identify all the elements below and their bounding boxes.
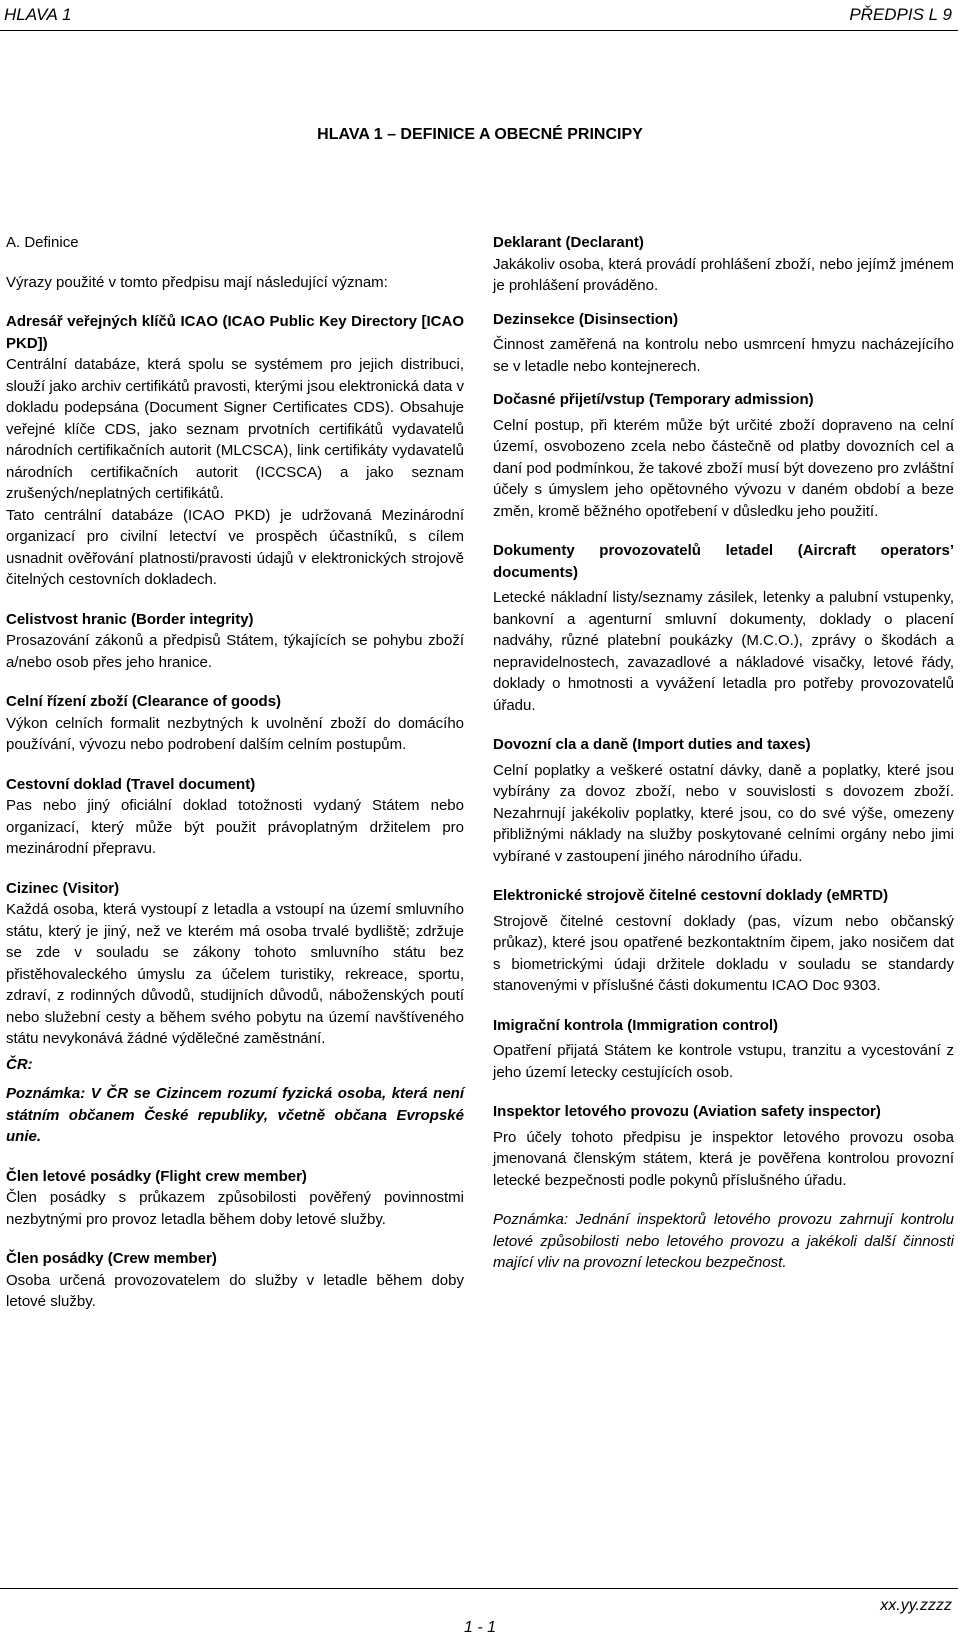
intro-text: Výrazy použité v tomto předpisu mají následující význam: <box>6 273 388 291</box>
term-heading-border: Celistvost hranic (Border integrity) <box>6 610 254 628</box>
term-text-disinsection: Činnost zaměřená na kontrolu nebo usmrcení hmyzu nacházejícího se v letadle nebo kontejnerech. <box>493 336 954 375</box>
footer-date: xx.yy.zzzz <box>880 1597 952 1614</box>
cr-label: ČR: <box>6 1055 33 1073</box>
term-heading-crew-member: Člen posádky (Crew member) <box>6 1250 217 1267</box>
term-text-import-duties: Celní poplatky a veškeré ostatní dávky, daně a poplatky, které jsou vybírány za dovoz zboží, nebo v souvislosti s dovozem zboží. Nezahrnují jakékoliv poplatky, které jsou, co do své výše, omezeny přibližnými náklady na služby poskytované celními orgány nebo jimi vybírané v zastoupení jiného národního úřadu. <box>493 761 954 865</box>
term-text-travel-document: Pas nebo jiný oficiální doklad totožnosti vydaný Státem nebo organizací, který může být použit právoplatným držitelem pro mezinárodní přepravu. <box>6 797 464 857</box>
term-heading-visitor: Cizinec (Visitor) <box>6 879 120 897</box>
term-text-operator-documents: Letecké nákladní listy/seznamy zásilek, letenky a palubní vstupenky, bankovní a agenturní smluvní dokumenty, doklady o placení nadváhy, různé platební poukázky (M.C.O.), zprávy o škodách a nepravidelnostech, zavazadlové a nákladové visačky, letové řády, doklady o hmotnosti a vyvážení letadla pro potřeby provozovatelů úřadu. <box>493 589 954 714</box>
term-text-declarant: Jakákoliv osoba, která provádí prohlášení zboží, nebo jejímž jménem je prohlášení prováděno. <box>493 255 954 294</box>
term-text-temporary-admission: Celní postup, při kterém může být určité zboží dopraveno na celní území, osvobozeno zcela nebo částečně od platby dovozních cel a daní pod podmínkou, že takové zboží musí být dovezeno pro zvláštní účely s úmyslem jeho opětovného vývozu v daném období a beze změn, kromě běžného opotřebení v důsledku jeho použití. <box>493 416 954 520</box>
term-heading-pkd: Adresář veřejných klíčů ICAO (ICAO Public Key Directory [ICAO PKD]) <box>6 313 464 352</box>
term-text-border: Prosazování zákonů a předpisů Státem, týkajících se pohybu zboží a/nebo osob přes jeho hranice. <box>6 632 464 671</box>
term-text-clearance: Výkon celních formalit nezbytných k uvolnění zboží do domácího používání, vývozu nebo podrobení dalším celním postupům. <box>6 714 464 753</box>
term-heading-clearance: Celní řízení zboží (Clearance of goods) <box>6 693 282 710</box>
left-column <box>6 232 464 1313</box>
term-text-pkd-2: Tato centrální databáze (ICAO PKD) je udržovaná Mezinárodní organizací pro civilní letectví ve prospěch účastníků, s cílem usnadnit ověřování platnosti/pravosti údajů v elektronických strojově čitelných cestovních dokladech. <box>6 506 464 588</box>
section-heading: A. Definice <box>6 234 79 251</box>
header-rule <box>0 30 958 31</box>
page-number: 1 - 1 <box>463 1619 496 1636</box>
footer-rule <box>0 1588 958 1589</box>
term-heading-disinsection: Dezinsekce (Disinsection) <box>493 310 679 328</box>
term-text-inspector: Pro účely tohoto předpisu je inspektor letového provozu osoba jmenovaná členským státem, která je pověřena kontrolou provozní letecké bezpečnosti podle pokynů příslušného úřadu. <box>493 1128 954 1189</box>
term-text-visitor: Každá osoba, která vystoupí z letadla a vstoupí na území smluvního státu, který je jiný, než ve kterém má osoba trvalé bydliště; zdržuje se zde v souladu se zákony tohoto smluvního státu bez přistěhovaleckého úmyslu za účelem turistiky, rekreace, sportu, zdraví, z rodinných důvodů, studijních důvodů, náboženských poutí nebo služební cesty a během svého pobytu na území navštíveného státu nevykonává žádné výdělečné zaměstnání. <box>6 901 464 1047</box>
inspector-note: Poznámka: Jednání inspektorů letového provozu zahrnují kontrolu letové způsobilosti nebo letového provozu a jakékoli další činnosti mající vliv na provozní leteckou bezpečnost. <box>493 1211 954 1271</box>
term-heading-declarant: Deklarant (Declarant) <box>493 234 644 251</box>
term-text-immigration-control: Opatření přijatá Státem ke kontrole vstupu, tranzitu a vycestování z jeho území letecky cestujících osob. <box>493 1042 954 1081</box>
term-text-crew-member: Osoba určená provozovatelem do služby v letadle během doby letové služby. <box>6 1271 464 1310</box>
term-heading-import-duties: Dovozní cla a daně (Import duties and taxes) <box>493 736 811 753</box>
term-heading-immigration-control: Imigrační kontrola (Immigration control) <box>493 1016 779 1034</box>
term-heading-inspector: Inspektor letového provozu (Aviation safety inspector) <box>493 1103 881 1120</box>
term-heading-temporary-admission: Dočasné přijetí/vstup (Temporary admission) <box>493 391 814 408</box>
term-text-emrtd: Strojově čitelné cestovní doklady (pas, vízum nebo občanský průkaz), které jsou opatřené bezkontaktním čipem, jako nosičem dat s biometrickými údaji držitele dokladu v souladu se standardy stanovenými v příslušné části dokumentu ICAO Doc 9303. <box>493 912 954 994</box>
term-heading-travel-document: Cestovní doklad (Travel document) <box>6 775 256 793</box>
term-heading-emrtd: Elektronické strojově čitelné cestovní doklady (eMRTD) <box>493 887 889 904</box>
header-chapter: HLAVA 1 <box>4 5 72 24</box>
page-title: HLAVA 1 – DEFINICE A OBECNÉ PRINCIPY <box>317 126 643 143</box>
header-regulation: PŘEDPIS L 9 <box>849 5 952 24</box>
cr-note: Poznámka: V ČR se Cizincem rozumí fyzická osoba, která není státním občanem České republiky, včetně občana Evropské unie. <box>6 1085 464 1145</box>
term-heading-flight-crew: Člen letové posádky (Flight crew member) <box>6 1167 307 1185</box>
term-heading-operator-documents: Dokumenty provozovatelů letadel (Aircraft operators’ documents) <box>493 542 954 581</box>
term-text-flight-crew: Člen posádky s průkazem způsobilosti pověřený povinnostmi nezbytnými pro provoz letadla během doby letové služby. <box>6 1189 464 1228</box>
right-column <box>493 232 954 1274</box>
term-text-pkd-1: Centrální databáze, která spolu se systémem pro jejich distribuci, slouží jako archiv certifikátů pravosti, kterými jsou elektronická data v dokladu podepsána (Document Signer Certificates CDS). Obsahuje veřejné klíče CDS, jako seznam prvotních certifikátů vydavatelů národních certifikačních autorit (MLCSCA), link certifikáty vydavatelů národních certifikačních autorit (ICCSCA) a jako seznam zrušených/neplatných certifikátů. <box>6 356 464 502</box>
